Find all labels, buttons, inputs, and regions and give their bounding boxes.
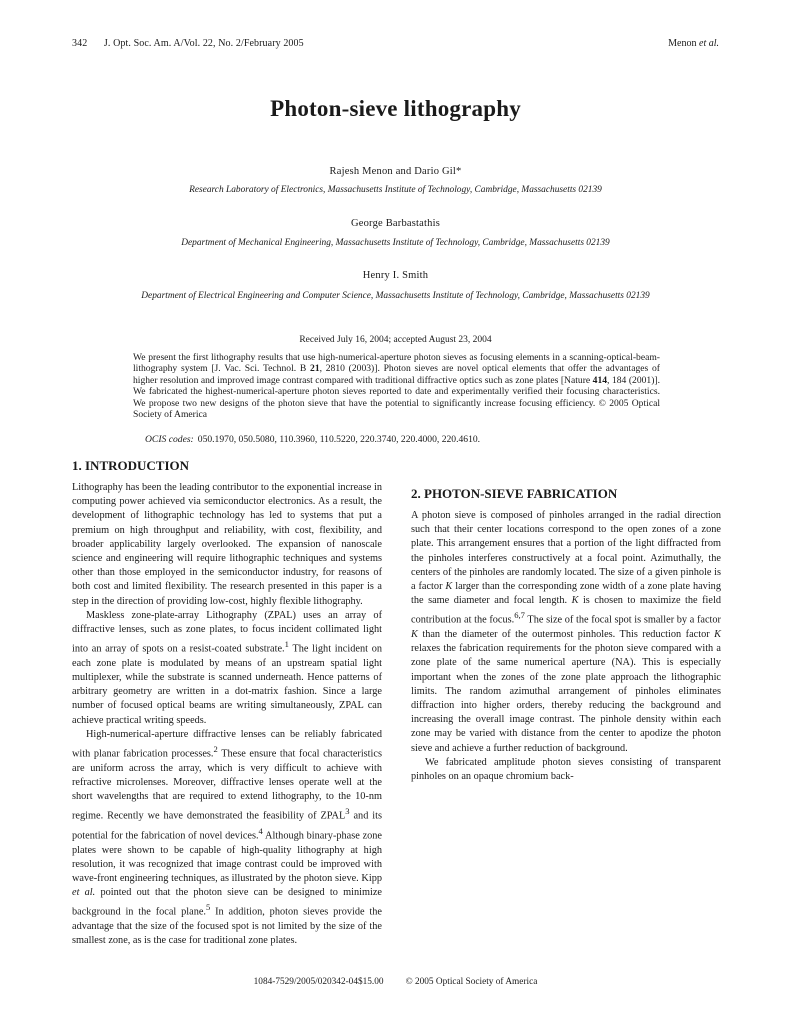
abstract-text-1: We present the first lithography results that use high-numerical-aperture photon sieves as focusing elements in a scanning-optical-beam-lithography system [J. Vac. Sci. Technol. B (133, 352, 660, 375)
text-run: Maskless zone-plate-array Lithography (ZPAL) uses an array of diffractive lenses, such as zone plates, to focus incident collimated light into an array of spots on a resist-coated substrate. (72, 609, 382, 655)
variable-k: K (571, 595, 579, 607)
abstract-volume-2: 414 (592, 374, 608, 386)
variable-k: K (714, 629, 721, 641)
text-run: These ensure that focal characteristics are uniform across the array, which is very difficult to achieve with refractive microlenses. Moreover, diffractive lenses operate well at the short wavelengths that are required to extend lithography, to the 10-nm regime. Recently we have demonstrated the feasibility of ZPAL (72, 748, 382, 822)
reference-2: 2 (213, 744, 218, 755)
ocis-values: 050.1970, 050.5080, 110.3960, 110.5220, 220.3740, 220.4000, 220.4610. (197, 434, 481, 445)
abstract-text-2: , 2810 (2003)]. Photon sieves are novel optical elements that offer the advantages of higher resolution and improved image contrast compared with traditional diffractive optics such as zone plates [Nature (133, 363, 660, 386)
running-author: Menon (668, 38, 697, 49)
ocis-label: OCIS codes: (145, 434, 194, 445)
author-3: Henry I. Smith (362, 270, 429, 281)
received-dates: Received July 16, 2004; accepted August 23, 2004 (299, 335, 492, 345)
article-code: 1084-7529/2005/020342-04$15.00 (253, 977, 384, 987)
right-column (411, 458, 721, 784)
running-header-left (72, 38, 304, 49)
intro-paragraph-3 (72, 728, 382, 949)
page-number: 342 (72, 38, 88, 49)
text-run: The light incident on each zone plate is modulated by means of an upstream spatial light multiplexer, while the substrate is scanned underneath. Hence patterns of arbitrary geometry are written in a dot-matrix fashion. Since a large number of focused optical beams are writing simultaneously, ZPAL can achieve practical writing speeds. (72, 643, 382, 726)
footer-copyright: © 2005 Optical Society of America (405, 977, 538, 987)
text-run: The size of the focal spot is smaller by a factor (524, 614, 721, 626)
affiliation-2: Department of Mechanical Engineering, Massachusetts Institute of Technology, Cambridge, Massachusetts 02139 (181, 238, 610, 248)
text-run: A photon sieve is composed of pinholes arranged in the radial direction such that their center locations correspond to the open zones of a zone plate. This arrangement ensures that a portion of the light diffracted from the pinholes interferes constructively at a focal point. Azimuthally, the centers of the pinholes are randomly located. The size of a given pinhole is a factor (411, 510, 721, 593)
text-run: In addition, photon sieves provide the advantage that the size of the focused spot is not limited by the size of the smallest zone, as is the case for traditional zone plates. (72, 906, 382, 947)
page-footer (0, 977, 791, 987)
left-column (72, 458, 382, 948)
reference-1: 1 (284, 639, 289, 650)
reference-4: 4 (258, 825, 263, 836)
abstract (133, 352, 660, 420)
reference-5: 5 (205, 902, 211, 913)
intro-paragraph-2 (72, 609, 382, 728)
variable-k: K (411, 629, 418, 641)
abstract-text-3: , 184 (2001)]. We fabricated the highest-numerical-aperture photon sieves reported to date and experimentally verified their focusing characteristics. We propose two new designs of the photon sieve that have the potential to significantly increase focusing efficiency. © 2005 Optical Society of America (133, 374, 661, 421)
intro-paragraph-1: Lithography has been the leading contributor to the exponential increase in computing power achieved via semiconductor electronics. As a result, the development of lithographic technology has led to systems that put a premium on high throughput and reliability, with cost, flexibility, and broader applicability largely overlooked. The expansion of nanoscale science and engineering will require lithographic techniques and systems other than those employed in the semiconductor industry, for reasons of both cost and limited flexibility. The research presented in this paper is a step in the direction of providing low-cost, highly flexible lithography. (72, 482, 382, 607)
text-run: larger than the corresponding zone width of a zone plate having the same diameter and focal length. (411, 581, 721, 607)
paper-title: Photon-sieve lithography (270, 96, 521, 121)
text-run: Although binary-phase zone plates were shown to be capable of high-quality lithography at high resolution, it was recognized that image contrast could be improved with wave-front engineering techniques, as illustrated by the photon sieve. Kipp (72, 830, 383, 884)
affiliation-3: Department of Electrical Engineering and Computer Science, Massachusetts Institute of Technology, Cambridge, Massachusetts 02139 (141, 291, 650, 301)
text-run: High-numerical-aperture diffractive lenses can be reliably fabricated with planar fabrication processes. (72, 728, 382, 760)
abstract-volume-1: 21 (310, 363, 320, 375)
fabrication-paragraph-2: We fabricated amplitude photon sieves consisting of transparent pinholes on an opaque chromium back- (411, 756, 721, 783)
fabrication-paragraph-1 (411, 509, 721, 756)
running-header-right (668, 38, 719, 49)
text-run: and its potential for the fabrication of novel devices. (72, 810, 383, 842)
section-1-heading: 1. INTRODUCTION (72, 458, 190, 473)
author-1: Rajesh Menon and Dario Gil* (329, 166, 462, 177)
text-run: than the diameter of the outermost pinholes. This reduction factor (417, 629, 715, 641)
author-2: George Barbastathis (350, 218, 441, 229)
affiliation-1: Research Laboratory of Electronics, Massachusetts Institute of Technology, Cambridge, Massachusetts 02139 (189, 185, 602, 195)
journal-citation: J. Opt. Soc. Am. A/Vol. 22, No. 2/February 2005 (103, 38, 304, 49)
text-run: is chosen to maximize the field contribution at the focus. (411, 595, 721, 626)
reference-6-7: 6,7 (514, 610, 525, 621)
running-etal: et al. (699, 38, 719, 49)
variable-k: K (445, 581, 453, 593)
text-run: relaxes the fabrication requirements for the photon sieve compared with a zone plate of the same numerical aperture (NA). This is especially important when the zones of the zone plate approach the lithographic limits. The random azimuthal arrangement of pinholes eliminates diffraction into higher orders, thereby reducing the background and increasing the overall image contrast. The pinhole density within each zone may be varied with distance from the center to apodize the photon sieve and achieve a further reduction of background. (411, 643, 721, 754)
section-2-heading: 2. PHOTON-SIEVE FABRICATION (411, 486, 618, 501)
etal: et al. (72, 887, 96, 899)
text-run: pointed out that the photon sieve can be designed to minimize background in the focal plane. (72, 887, 383, 918)
reference-3: 3 (345, 806, 350, 817)
ocis-codes (145, 434, 480, 445)
